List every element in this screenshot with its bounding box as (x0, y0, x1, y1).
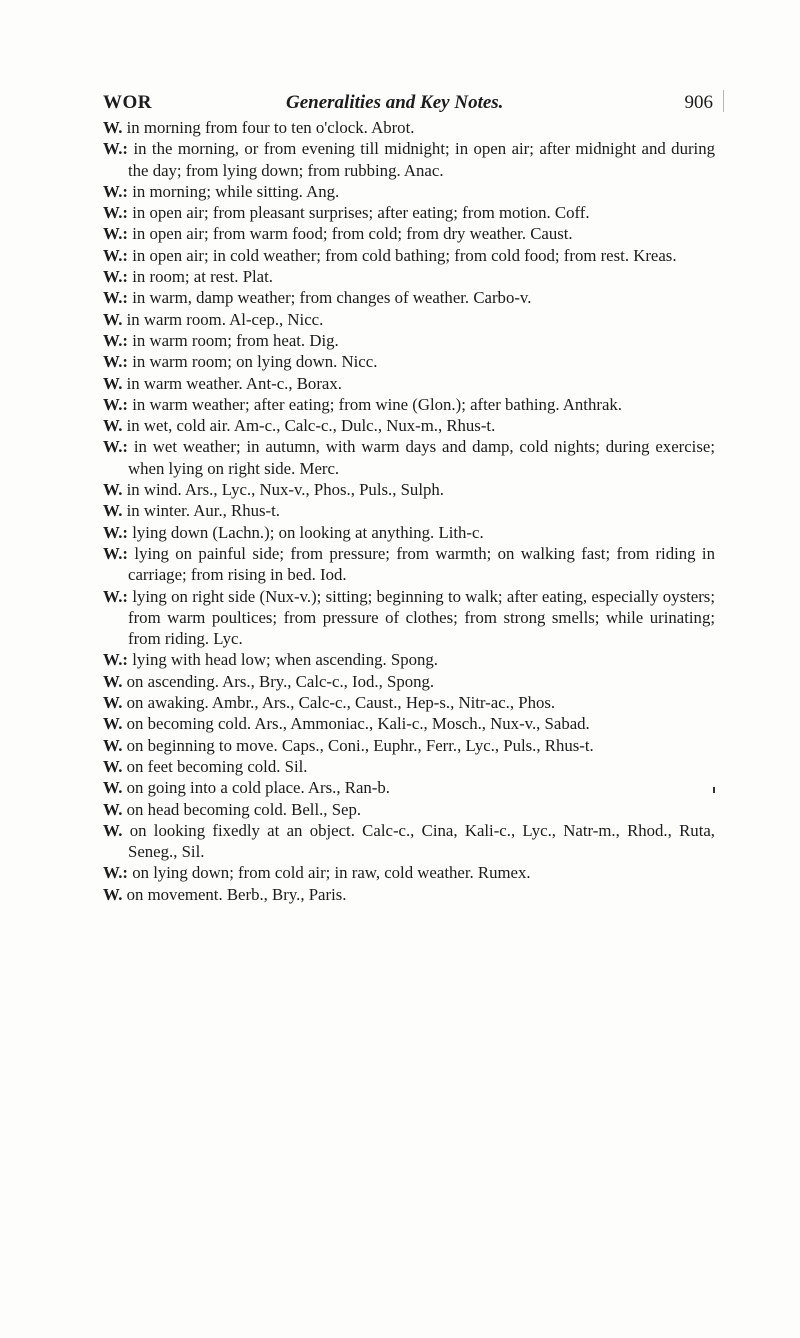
entry-head: W.: (103, 330, 129, 350)
entry-text: lying with head low; when ascending. Spong. (132, 650, 438, 670)
entry-head: W. (103, 480, 123, 500)
entry-text: on going into a cold place. Ars., Ran-b. (126, 778, 390, 798)
entry-text: on feet becoming cold. Sil. (126, 756, 308, 776)
entry-text: in warm weather. Ant-c., Borax. (126, 373, 342, 393)
entry-head: W. (103, 820, 123, 840)
entry-text: lying on painful side; from pressure; from warmth; on walking fast; from riding in carriage; from rising in bed. Iod. (128, 543, 715, 585)
entry (103, 713, 715, 734)
page-edge-mark (723, 90, 724, 112)
entry (103, 692, 715, 713)
entry (103, 202, 715, 223)
entry-text: in wind. Ars., Lyc., Nux-v., Phos., Puls., Sulph. (126, 480, 444, 500)
entry (103, 181, 715, 202)
entry-head: W.: (103, 245, 129, 265)
entry-head: W.: (103, 543, 129, 563)
entry-head: W. (103, 778, 123, 798)
entry (103, 862, 715, 883)
entry-text: in warm weather; after eating; from wine (Glon.); after bathing. Anthrak. (132, 394, 622, 414)
running-head-keyword: WOR (103, 92, 152, 113)
entry (103, 799, 715, 820)
entry (103, 223, 715, 244)
entry-head: W. (103, 756, 123, 776)
entry-head: W. (103, 714, 123, 734)
entry-text: in winter. Aur., Rhus-t. (126, 501, 281, 521)
entry-text: on awaking. Ambr., Ars., Calc-c., Caust., Hep-s., Nitr-ac., Phos. (126, 693, 556, 713)
entry (103, 777, 715, 798)
entry (103, 436, 715, 479)
entry-head: W. (103, 309, 123, 329)
entry (103, 373, 715, 394)
entry (103, 287, 715, 308)
entry-head: W.: (103, 863, 129, 883)
entry-text: on head becoming cold. Bell., Sep. (126, 799, 362, 819)
entry-text: in warm room. Al-cep., Nicc. (126, 309, 324, 329)
entry (103, 884, 715, 905)
entry-text: on becoming cold. Ars., Ammoniac., Kali-c., Mosch., Nux-v., Sabad. (126, 714, 590, 734)
entry-head: W. (103, 416, 123, 436)
entry (103, 266, 715, 287)
entry (103, 351, 715, 372)
entry-head: W.: (103, 139, 129, 159)
entry-text: on movement. Berb., Bry., Paris. (126, 884, 347, 904)
entry-text: in open air; from pleasant surprises; after eating; from motion. Coff. (132, 203, 590, 223)
running-head (103, 92, 713, 118)
entry-head: W.: (103, 650, 129, 670)
entry-text: on ascending. Ars., Bry., Calc-c., Iod., Spong. (126, 671, 435, 691)
entry-list (103, 117, 715, 905)
entry-text: in warm room; from heat. Dig. (132, 330, 339, 350)
page-number: 906 (684, 92, 713, 113)
entry-text: in room; at rest. Plat. (132, 267, 273, 287)
entry (103, 309, 715, 330)
entry-text: in open air; from warm food; from cold; from dry weather. Caust. (132, 224, 573, 244)
entry-text: in morning from four to ten o'clock. Abrot. (126, 118, 415, 137)
entry-text: lying down (Lachn.); on looking at anything. Lith-c. (132, 522, 484, 542)
entry-head: W.: (103, 267, 129, 287)
entry (103, 138, 715, 181)
entry-head: W. (103, 693, 123, 713)
entry (103, 330, 715, 351)
entry (103, 735, 715, 756)
entry (103, 756, 715, 777)
entry (103, 117, 715, 138)
entry (103, 415, 715, 436)
entry-head: W.: (103, 224, 129, 244)
entry-text: in wet, cold air. Am-c., Calc-c., Dulc., Nux-m., Rhus-t. (126, 416, 496, 436)
entry (103, 671, 715, 692)
print-speck (713, 787, 715, 793)
entry-head: W.: (103, 288, 129, 308)
entry-head: W. (103, 373, 123, 393)
entry-head: W. (103, 799, 123, 819)
entry-text: in warm room; on lying down. Nicc. (132, 352, 378, 372)
entry-head: W. (103, 884, 123, 904)
entry (103, 479, 715, 500)
entry-head: W.: (103, 437, 129, 457)
entry-head: W. (103, 671, 123, 691)
entry-head: W. (103, 735, 123, 755)
entry (103, 586, 715, 650)
entry (103, 522, 715, 543)
entry-head: W.: (103, 352, 129, 372)
entry-text: in morning; while sitting. Ang. (132, 181, 340, 201)
entry-head: W.: (103, 203, 129, 223)
entry-text: lying on right side (Nux-v.); sitting; beginning to walk; after eating, especially oysters; from warm poultices; from pressure of clothes; from strong smells; while urinating; from riding. Lyc. (128, 586, 715, 649)
entry-head: W.: (103, 394, 129, 414)
entry-text: on lying down; from cold air; in raw, cold weather. Rumex. (132, 863, 531, 883)
entry-head: W. (103, 501, 123, 521)
entry (103, 820, 715, 863)
entry (103, 500, 715, 521)
entry-text: in warm, damp weather; from changes of weather. Carbo-v. (132, 288, 532, 308)
entry-head: W.: (103, 522, 129, 542)
entry-head: W. (103, 118, 123, 137)
entry-text: on beginning to move. Caps., Coni., Euphr., Ferr., Lyc., Puls., Rhus-t. (126, 735, 594, 755)
entry-head: W.: (103, 586, 129, 606)
entry-text: in open air; in cold weather; from cold bathing; from cold food; from rest. Kreas. (132, 245, 677, 265)
entry (103, 394, 715, 415)
entry-head: W.: (103, 181, 129, 201)
entry (103, 245, 715, 266)
running-head-section-title: Generalities and Key Notes. (286, 92, 504, 113)
entry (103, 649, 715, 670)
entry-text: on looking fixedly at an object. Calc-c., Cina, Kali-c., Lyc., Natr-m., Rhod., Ruta, Seneg., Sil. (128, 820, 716, 862)
entry-text: in the morning, or from evening till midnight; in open air; after midnight and during the day; from lying down; from rubbing. Anac. (128, 139, 715, 180)
entry (103, 543, 715, 586)
entry-text: in wet weather; in autumn, with warm days and damp, cold nights; during exercise; when lying on right side. Merc. (128, 437, 715, 478)
